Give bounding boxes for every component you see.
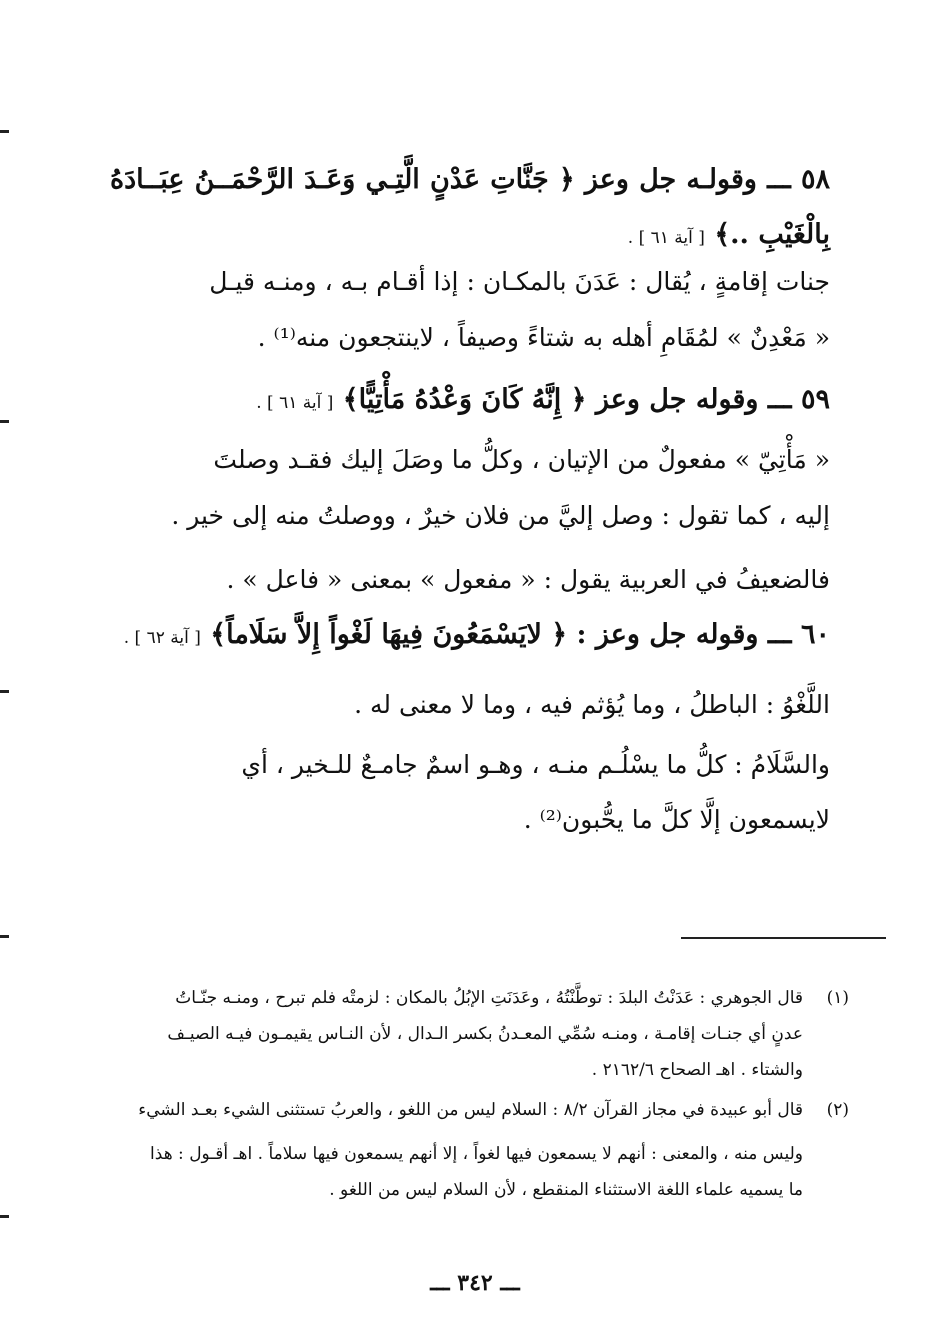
margin-tick <box>0 690 9 693</box>
verse-reference: [ آية ٦١ ] . <box>627 228 705 248</box>
entry-59-body-line-3: فالضعيفُ في العربية يقول : « مفعول » بمعنى « فاعل » . <box>226 565 830 594</box>
margin-tick <box>0 1215 9 1218</box>
entry-59-heading <box>110 380 830 423</box>
entry-58-body-line-2: « مَعْدِنٌ » لمُقَامِ أهله به شتاءً وصيفاً ، لاينتجعون منه⁽¹⁾ . <box>257 323 830 352</box>
entry-60-body-line-3: لايسمعون إلَّا كلَّ ما يحُّبون⁽²⁾ . <box>523 805 830 834</box>
footnote-2-number: (٢) <box>826 1100 849 1120</box>
footnote-1-line-3: والشتاء . اهـ الصحاح ٢١٦٢/٦ . <box>591 1060 803 1080</box>
entry-58-heading <box>110 160 830 200</box>
footnote-1-line-1: قال الجوهري : عَدَنْتُ البلدَ : توطَّنْتُهُ ، وعَدَنَتِ الإبُلُ بالمكان : لزمتْه فلم تبرح ، ومنـه جنّـاتُ <box>175 988 803 1008</box>
footnote-1-line-2: عدنٍ أي جنـات إقامـة ، ومنـه سُمِّي المعـدنُ بكسر الـدال ، لأن النـاس يقيمـون فيـه الصيـف <box>167 1024 803 1044</box>
entry-59-body-line-2: إليه ، كما تقول : وصل إليَّ من فلان خيرٌ ، ووصلتُ منه إلى خير . <box>171 501 830 530</box>
entry-heading-text: وقوله جل وعز ﴿ إِنَّهُ كَانَ وَعْدُهُ مَأْتِيًّا﴾ <box>342 384 759 415</box>
entry-60-body-line-1: اللَّغْوُ : الباطلُ ، وما يُؤثم فيه ، وما لا معنى له . <box>354 690 830 719</box>
entry-59-body-line-1: « مَأْتِيّ » مفعولٌ من الإتيان ، وكلُّ ما وصَلَ إليك فقـد وصلتَ <box>213 445 830 474</box>
footnote-2-line-3: ما يسميه علماء اللغة الاستثناء المنقطع ، لأن السلام ليس من اللغو . <box>329 1180 803 1200</box>
entry-58-heading-continued <box>330 215 830 258</box>
entry-60-body-line-2: والسَّلَامُ : كلُّ ما يسْلُـم منـه ، وهـو اسمٌ جامـعٌ للـخير ، أي <box>241 750 830 779</box>
footnote-separator <box>681 937 886 939</box>
entry-60-heading <box>110 615 830 658</box>
heading-continuation: بِالْغَيْبِ ..﴾ <box>714 219 830 250</box>
margin-tick <box>0 935 9 938</box>
verse-reference: [ آية ٦١ ] . <box>256 393 334 413</box>
footnote-2-line-2: وليس منه ، والمعنى : أنهم لا يسمعون فيها لغواً ، إلا أنهم يسمعون فيها سلاماً . اهـ أقـول : هذا <box>150 1144 803 1164</box>
entry-number: ٥٩ ـــ <box>767 384 830 415</box>
margin-tick <box>0 130 9 133</box>
footnote-1-number: (١) <box>826 988 849 1008</box>
entry-58-body-line-1: جنات إقامةٍ ، يُقال : عَدَنَ بالمكـان : إذا أقـام بـه ، ومنـه قيـل <box>209 267 830 296</box>
entry-heading-text: وقوله جل وعز : ﴿ لايَسْمَعُونَ فِيهَا لَغْواً إِلاَّ سَلَاماً﴾ <box>210 619 759 650</box>
entry-heading-text: وقولـه جل وعز ﴿ جَنَّاتِ عَدْنٍ الَّتِـي وَعَـدَ الرَّحْمَــنُ عِبَــادَهُ <box>110 164 757 195</box>
verse-reference: [ آية ٦٢ ] . <box>123 628 201 648</box>
entry-number: ٥٨ ـــ <box>767 164 830 195</box>
margin-tick <box>0 420 9 423</box>
entry-number: ٦٠ ـــ <box>767 619 830 650</box>
footnote-2-line-1: قال أبو عبيدة في مجاز القرآن ٨/٢ : السلام ليس من اللغو ، والعربُ تستثنى الشيء بعـد الشيء <box>138 1100 803 1120</box>
page-number: ـــ ٣٤٢ ـــ <box>430 1270 520 1296</box>
